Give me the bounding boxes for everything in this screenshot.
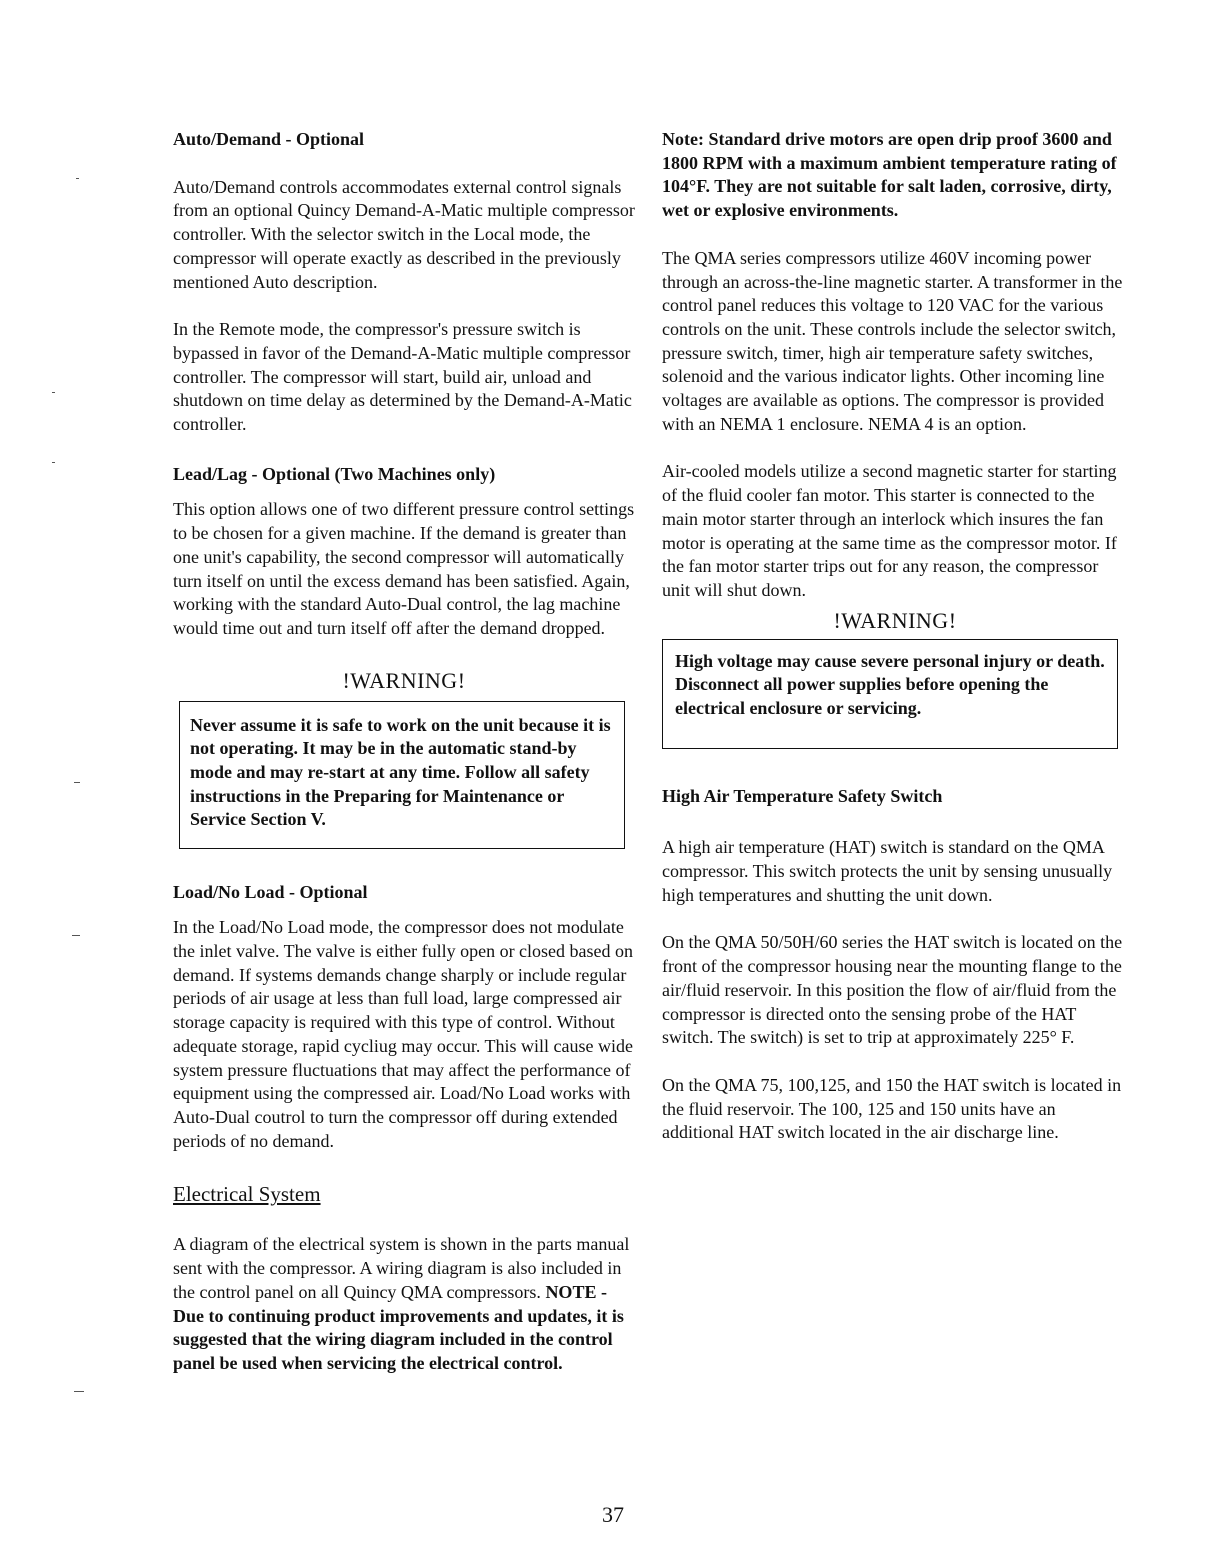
warning-title-right: !WARNING! <box>833 607 957 633</box>
scan-speck <box>74 782 80 783</box>
scan-speck <box>52 392 55 393</box>
warning-text-left: Never assume it is safe to work on the unit because it is not operating. It may be in the automatic stand-by mode and may re-start at any time. Follow all safety instructions in the Preparing for Maintenance or Service Section V. <box>190 714 611 830</box>
load-no-load-paragraph: In the Load/No Load mode, the compressor does not modulate the inlet valve. The valve is either fully open or closed based on demand. If systems demands change sharply or include regular periods of air usage at less than full load, large compressed air storage capacity is required with this type of control. Without adequate storage, rapid cycliug may occur. This will cause wide system pressure fluctuations that may affect the performance of equipment using the compressed air. Load/No Load works with Auto-Dual coutrol to turn the compressor off during extended periods of no demand. <box>173 917 634 1151</box>
scan-speck <box>52 462 55 463</box>
warning-text-right: High voltage may cause severe personal injury or death. Disconnect all power supplies before opening the electrical enclosure or servicing. <box>675 650 1105 719</box>
hat-paragraph-3: On the QMA 75, 100,125, and 150 the HAT switch is located in the fluid reservoir. The 100, 125 and 150 units have an additional HAT switch located in the air discharge line. <box>662 1074 1122 1143</box>
left-column <box>173 128 635 1376</box>
warning-box-left <box>179 701 625 849</box>
qma-power-paragraph: The QMA series compressors utilize 460V incoming power through an across-the-line magnetic starter. A transformer in the control panel reduces this voltage to 120 VAC for the various controls on the unit. These controls include the selector switch, pressure switch, timer, high air temperature safety switches, solenoid and the various indicator lights. Other incoming line voltages are available as options. The compressor is provided with an NEMA 1 enclosure. NEMA 4 is an option. <box>662 247 1123 434</box>
scan-speck <box>74 1391 84 1392</box>
right-column <box>662 128 1128 1145</box>
lead-lag-heading: Lead/Lag - Optional (Two Machines only) <box>173 463 496 484</box>
electrical-note: NOTE - Due to continuing product improvements and updates, it is suggested that the wiring diagram included in the control panel be used when servicing the electrical control. <box>173 1281 624 1373</box>
warning-box-right <box>662 639 1118 749</box>
hat-paragraph-1: A high air temperature (HAT) switch is standard on the QMA compressor. This switch protects the unit by sensing unusually high temperatures and shutting the unit down. <box>662 837 1113 905</box>
scan-speck <box>76 178 79 179</box>
air-cooled-paragraph: Air-cooled models utilize a second magnetic starter for starting of the fluid cooler fan motor. This starter is connected to the main motor starter through an interlock which insures the fan motor is operating at the same time as the compressor motor. If the fan motor starter trips out for any reason, the compressor unit will shut down. <box>662 461 1117 600</box>
electrical-paragraph <box>173 1233 635 1375</box>
warning-title-left: !WARNING! <box>342 667 466 693</box>
motor-note: Note: Standard drive motors are open drip proof 3600 and 1800 RPM with a maximum ambient temperature rating of 104°F. They are not suitable for salt laden, corrosive, dirty, wet or explosive environments. <box>662 129 1117 221</box>
page-number: 37 <box>602 1502 624 1527</box>
auto-demand-paragraph-1: Auto/Demand controls accommodates external control signals from an optional Quincy Demand-A-Matic multiple compressor controller. With the selector switch in the Local mode, the compressor will operate exactly as described in the previously mentioned Auto description. <box>173 176 635 292</box>
hat-paragraph-2: On the QMA 50/50H/60 series the HAT switch is located on the front of the compressor housing near the mounting flange to the air/fluid reservoir. In this position the flow of air/fluid from the compressor is directed onto the sensing probe of the HAT switch. The switch) is set to trip at approximately 225° F. <box>662 932 1123 1048</box>
load-no-load-heading: Load/No Load - Optional <box>173 881 368 902</box>
electrical-text: A diagram of the electrical system is shown in the parts manual sent with the compressor. A wiring diagram is also included in the control panel on all Quincy QMA compressors. <box>173 1234 630 1302</box>
auto-demand-heading: Auto/Demand - Optional <box>173 129 365 149</box>
electrical-system-heading: Electrical System <box>173 1182 321 1207</box>
scan-speck <box>72 935 80 936</box>
hat-heading: High Air Temperature Safety Switch <box>662 785 943 806</box>
lead-lag-paragraph: This option allows one of two different pressure control settings to be chosen for a given machine. If the demand is greater than one unit's capability, the second compressor will automatically turn itself on until the excess demand has been satisfied. Again, working with the standard Auto-Dual control, the lag machine would time out and turn itself off after the demand dropped. <box>173 499 635 638</box>
auto-demand-paragraph-2: In the Remote mode, the compressor's pressure switch is bypassed in favor of the Demand-A-Matic multiple compressor controller. The compressor will start, build air, unload and shutdown on time delay as determined by the Demand-A-Matic controller. <box>173 319 632 435</box>
